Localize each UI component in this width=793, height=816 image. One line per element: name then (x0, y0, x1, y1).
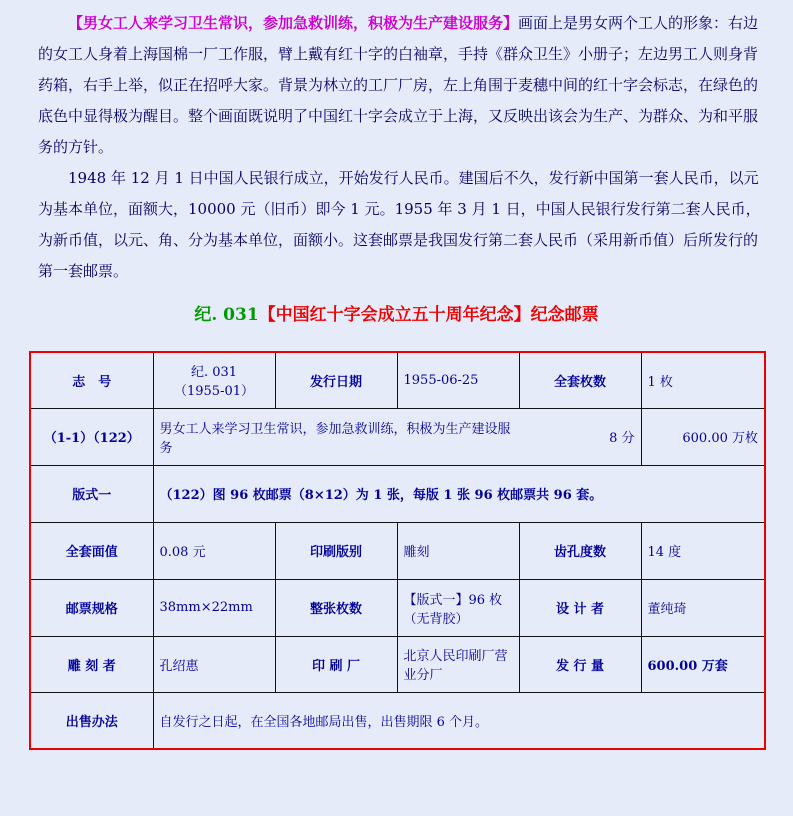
table-row (30, 522, 765, 579)
serial-year: （1955-01） (173, 384, 255, 400)
stamp-quantity: 600.00 万枚 (641, 408, 765, 465)
set-count: 1 枚 (641, 352, 765, 408)
label-serial: 志 号 (30, 352, 153, 408)
sheet-count: 【版式一】96 枚（无背胶） (397, 579, 519, 636)
stamp-description: 男女工人来学习卫生常识，参加急救训练，积极为生产建设服务 (153, 408, 519, 465)
set-face-value: 0.08 元 (153, 522, 275, 579)
designer: 董纯琦 (641, 579, 765, 636)
stamp-code: （1-1）（122） (30, 408, 153, 465)
title-prefix: 纪. 031 (194, 305, 259, 325)
label-layout: 版式一 (30, 465, 153, 522)
label-designer: 设 计 者 (519, 579, 641, 636)
table-row (30, 408, 765, 465)
intro-text (38, 8, 763, 287)
stamp-info-table (29, 351, 766, 750)
layout-value: （122）图 96 枚邮票（8×12）为 1 张，每版 1 张 96 枚邮票共 96 套。 (153, 465, 765, 522)
label-set-face: 全套面值 (30, 522, 153, 579)
paragraph-1-highlight: 【男女工人来学习卫生常识，参加急救训练，积极为生产建设服务】 (68, 14, 519, 32)
perforation: 14 度 (641, 522, 765, 579)
print-method: 雕刻 (397, 522, 519, 579)
label-engraver: 雕 刻 者 (30, 636, 153, 692)
label-issue-quantity: 发 行 量 (519, 636, 641, 692)
serial-number: 纪. 031 (190, 365, 238, 381)
table-row (30, 692, 765, 749)
engraver: 孔绍惠 (153, 636, 275, 692)
printer: 北京人民印刷厂营业分厂 (397, 636, 519, 692)
table-row (30, 579, 765, 636)
stamp-size: 38mm×22mm (153, 579, 275, 636)
label-perforation: 齿孔度数 (519, 522, 641, 579)
sale-method: 自发行之日起，在全国各地邮局出售，出售期限 6 个月。 (153, 692, 765, 749)
label-sheet-count: 整张枚数 (275, 579, 397, 636)
table-row (30, 636, 765, 692)
label-stamp-size: 邮票规格 (30, 579, 153, 636)
table-row (30, 352, 765, 408)
label-issue-date: 发行日期 (275, 352, 397, 408)
issue-quantity: 600.00 万套 (641, 636, 765, 692)
page-title (0, 300, 793, 325)
paragraph-1 (38, 8, 763, 163)
table-row (30, 465, 765, 522)
label-printer: 印 刷 厂 (275, 636, 397, 692)
issue-date: 1955-06-25 (397, 352, 519, 408)
serial-cell (153, 352, 275, 408)
paragraph-1-body: 画面上是男女两个工人的形象：右边的女工人身着上海国棉一厂工作服，臂上戴有红十字的白袖章，手持《群众卫生》小册子；左边男工人则身背药箱，右手上举，似正在招呼大家。背景为林立的工厂厂房，左上角围于麦穗中间的红十字会标志，在绿色的底色中显得极为醒目。整个画面既说明了中国红十字会成立于上海，又反映出该会为生产、为群众、为和平服务的方针。 (38, 14, 759, 156)
label-print-method: 印刷版别 (275, 522, 397, 579)
title-main: 【中国红十字会成立五十周年纪念】纪念邮票 (258, 305, 599, 325)
stamp-face-value: 8 分 (519, 408, 641, 465)
label-sale-method: 出售办法 (30, 692, 153, 749)
paragraph-2: 1948 年 12 月 1 日中国人民银行成立，开始发行人民币。建国后不久，发行新中国第一套人民币，以元为基本单位，面额大，10000 元（旧币）即今 1 元。1955 年 3 月 1 日，中国人民银行发行第二套人民币，为新币值，以元、角、分为基本单位，面额小。这套邮票是我国发行第二套人民币（采用新币值）后所发行的第一套邮票。 (38, 169, 761, 280)
label-set-count: 全套枚数 (519, 352, 641, 408)
